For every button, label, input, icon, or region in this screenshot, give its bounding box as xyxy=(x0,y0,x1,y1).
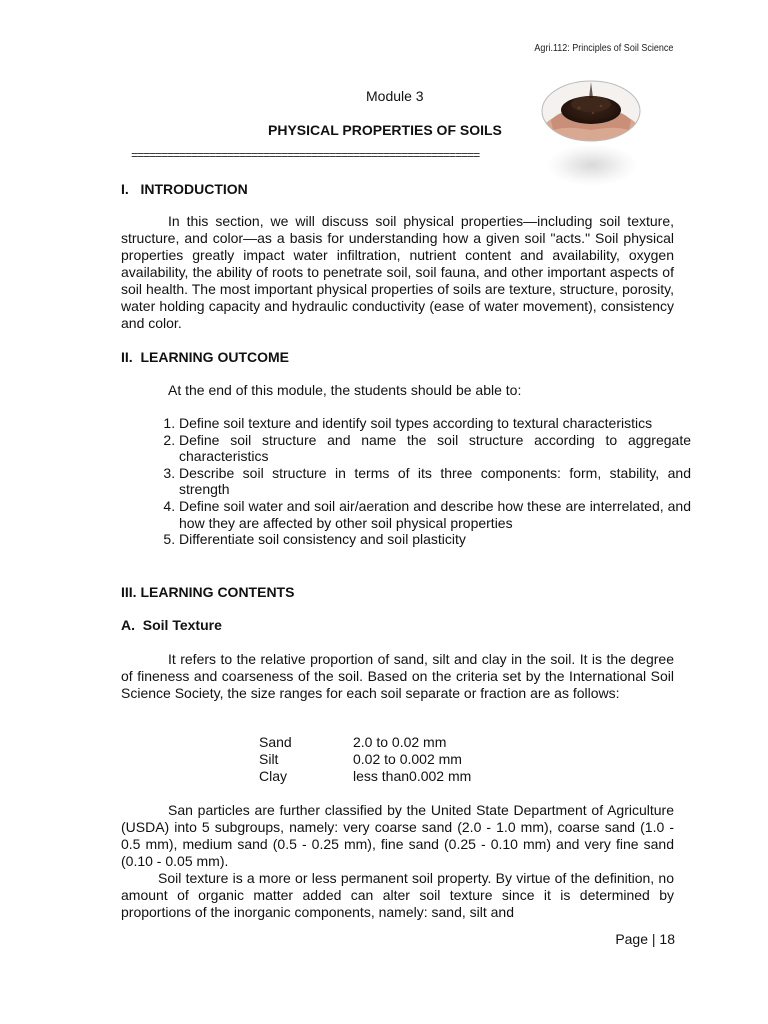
sand-subgroups-paragraph xyxy=(121,802,674,870)
introduction-text: In this section, we will discuss soil physical properties—including soil texture, structure, and color—as a basis for understanding how a given soil "acts." Soil physical properties greatly impact water infiltration, nutrient content and availability, oxygen availability, the ability of roots to penetrate soil, soil fauna, and other important aspects of soil health. The most important physical properties of soils are texture, structure, porosity, water holding capacity and hydraulic conductivity (ease of water movement), consistency and color. xyxy=(121,213,674,331)
list-item: 1. Define soil texture and identify soil types according to textural characteristics xyxy=(179,415,691,432)
table-row xyxy=(259,734,471,751)
outcome-list xyxy=(162,415,691,548)
texture-permanence-text: Soil texture is a more or less permanent soil property. By virtue of the definition, no amount of organic matter added can alter soil texture since it is determined by proportions of the inorganic components, namely: sand, silt and xyxy=(121,870,674,920)
sand-subgroups-text: San particles are further classified by the United State Department of Agriculture (USDA) into 5 subgroups, namely: very coarse sand (2.0 - 1.0 mm), coarse sand (1.0 - 0.5 mm), medium sand (0.5 - 0.25 mm), fine sand (0.25 - 0.10 mm) and very fine sand (0.10 - 0.05 mm). xyxy=(121,802,674,869)
heading-learning-outcome: II. LEARNING OUTCOME xyxy=(121,349,289,365)
outcome-intro: At the end of this module, the students should be able to: xyxy=(168,382,522,398)
separate-range: 2.0 to 0.02 mm xyxy=(353,734,447,750)
separate-range: less than0.002 mm xyxy=(353,768,472,784)
separate-name: Silt xyxy=(259,751,279,767)
separate-name: Clay xyxy=(259,768,288,784)
list-item: 5. Differentiate soil consistency and soil plasticity xyxy=(179,531,691,548)
soil-in-hands-image xyxy=(541,80,641,142)
soil-texture-text: It refers to the relative proportion of sand, silt and clay in the soil. It is the degree of fineness and coarseness of the soil. Based on the criteria set by the International Soil Science Society, the size ranges for each soil separate or fraction are as follows: xyxy=(121,651,674,701)
list-item: 2. Define soil structure and name the soil structure according to aggregate characteristics xyxy=(179,432,691,465)
section-divider: ========================================================== xyxy=(131,149,480,163)
table-row xyxy=(259,751,471,768)
list-item: 4. Define soil water and soil air/aeration and describe how these are interrelated, and how they are affected by other soil physical properties xyxy=(179,498,691,531)
page-number: Page | 18 xyxy=(615,931,675,947)
heading-learning-contents: III. LEARNING CONTENTS xyxy=(121,584,295,600)
heading-introduction: I. INTRODUCTION xyxy=(121,181,248,197)
module-label: Module 3 xyxy=(366,88,424,104)
table-row xyxy=(259,768,471,785)
soil-texture-paragraph xyxy=(121,651,674,702)
soil-separates-table xyxy=(259,734,471,785)
separate-name: Sand xyxy=(259,734,292,750)
list-item: 3. Describe soil structure in terms of its three components: form, stability, and strength xyxy=(179,465,691,498)
introduction-paragraph xyxy=(121,213,674,332)
separate-range: 0.02 to 0.002 mm xyxy=(353,751,462,767)
running-header: Agri.112: Principles of Soil Science xyxy=(534,43,673,54)
module-title: PHYSICAL PROPERTIES OF SOILS xyxy=(268,122,502,138)
texture-permanence-paragraph xyxy=(121,870,674,921)
subheading-soil-texture: A. Soil Texture xyxy=(121,617,222,633)
